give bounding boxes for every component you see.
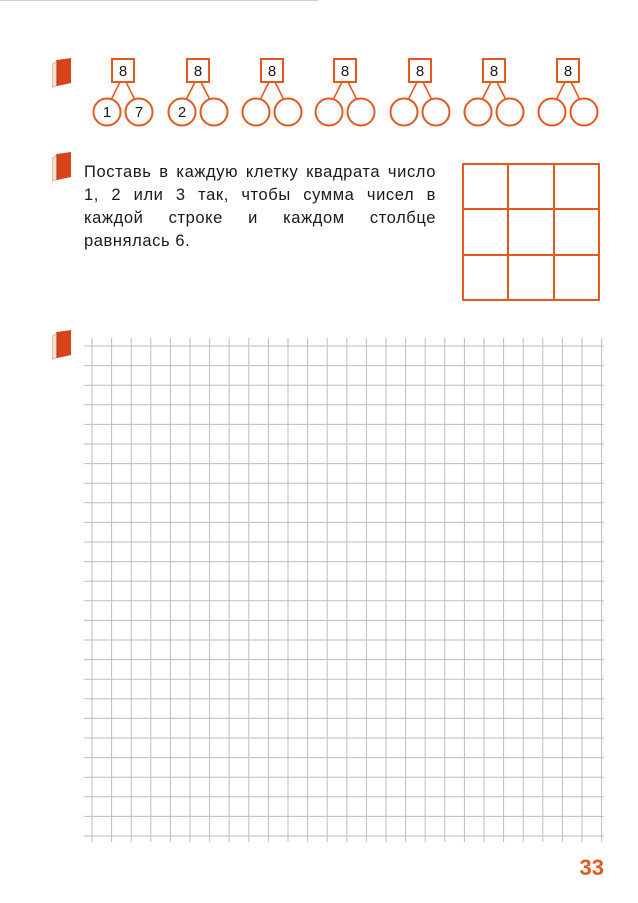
tree-left-number: 1: [102, 104, 112, 121]
tree-top-number: 8: [193, 63, 203, 80]
number-tree: [316, 59, 375, 126]
number-tree: [539, 59, 598, 126]
tree-right-circle[interactable]: [275, 99, 302, 126]
tree-left-circle[interactable]: [391, 99, 418, 126]
tree-right-number: 7: [134, 104, 144, 121]
tree-right-circle[interactable]: [201, 99, 228, 126]
tree-left-circle[interactable]: [465, 99, 492, 126]
tree-top-number: 8: [415, 63, 425, 80]
task-text: Поставь в каждую клетку квадрата число 1, 2 или 3 так, чтобы сумма чисел в каждой строке и каждом столбце равнялась 6.: [84, 163, 436, 250]
tree-top-number: 8: [489, 63, 499, 80]
number-tree: [391, 59, 450, 126]
number-trees: [0, 0, 638, 140]
tree-left-number: 2: [177, 104, 187, 121]
tree-right-circle[interactable]: [571, 99, 598, 126]
tree-top-number: 8: [267, 63, 277, 80]
notebook-grid[interactable]: [84, 338, 604, 850]
number-tree: [94, 59, 153, 126]
number-tree: [169, 59, 228, 126]
tree-top-number: 8: [118, 63, 128, 80]
page-number: 33: [579, 855, 604, 880]
tree-right-circle[interactable]: [497, 99, 524, 126]
number-tree: [465, 59, 524, 126]
tree-right-circle[interactable]: [423, 99, 450, 126]
tree-top-number: 8: [563, 63, 573, 80]
book-icon: [50, 330, 72, 360]
tree-right-circle[interactable]: [348, 99, 375, 126]
number-tree: [243, 59, 302, 126]
book-icon: [50, 152, 72, 182]
tree-left-circle[interactable]: [316, 99, 343, 126]
tree-top-number: 8: [340, 63, 350, 80]
tree-left-circle[interactable]: [539, 99, 566, 126]
tree-left-circle[interactable]: [243, 99, 270, 126]
magic-square: [462, 163, 600, 301]
